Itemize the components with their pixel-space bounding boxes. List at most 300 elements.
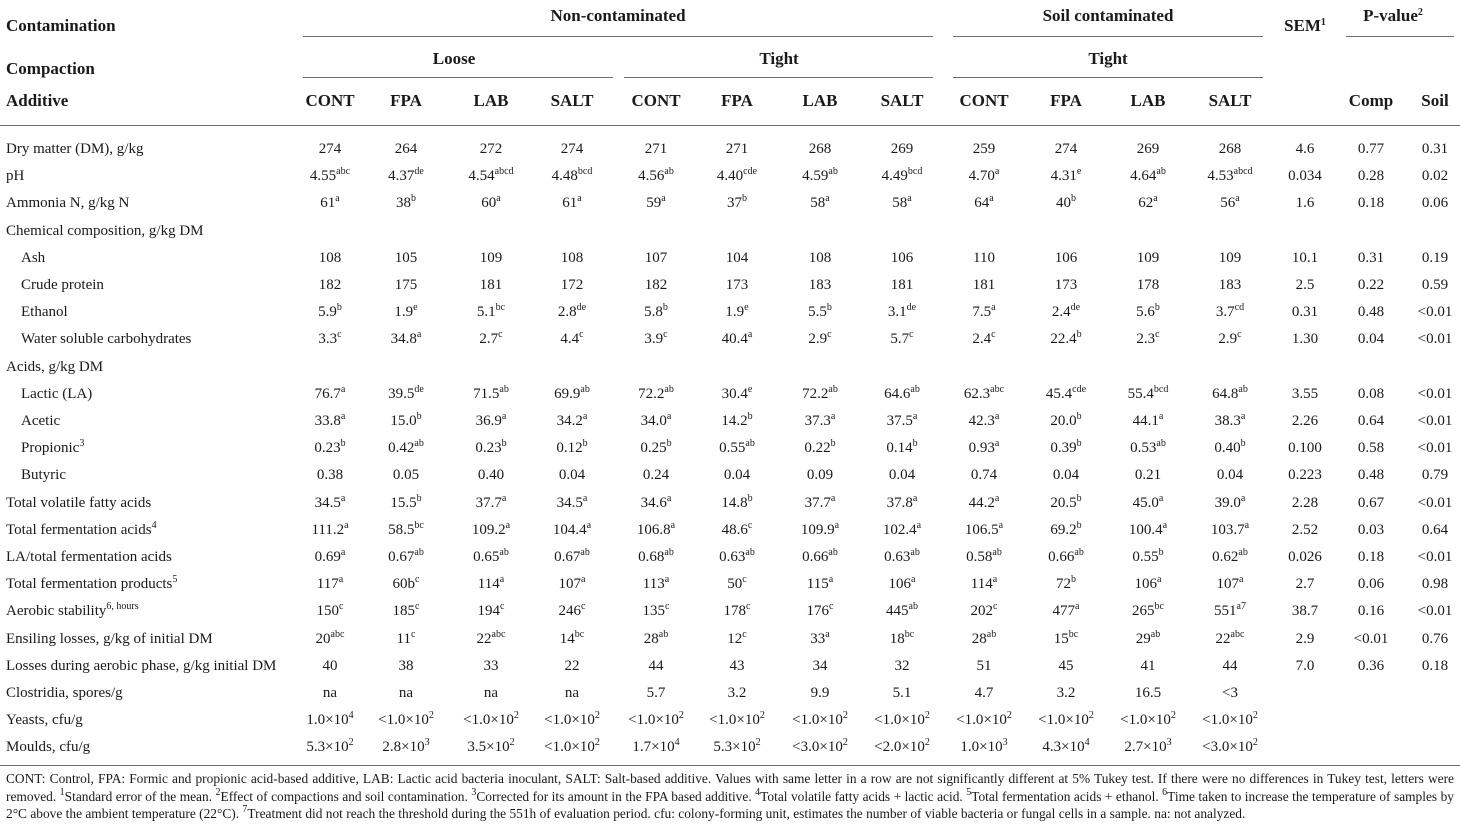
- table-cell: $28^{ab}$: [971, 628, 997, 647]
- table-cell: 0.74: [970, 467, 998, 484]
- table-cell: 1.9e: [394, 302, 418, 321]
- table-cell: 181: [972, 277, 996, 293]
- pvalue-cell: 0.18: [1357, 549, 1385, 565]
- table-cell: 38: [398, 657, 414, 674]
- table-cell: $445^{ab}$: [886, 601, 918, 620]
- pvalue-cell: 0.48: [1357, 304, 1385, 321]
- table-cell: 59$^a$: [646, 193, 666, 212]
- row-label: Aerobic stability$^{6, hours}$: [6, 601, 139, 620]
- table-cell: 0.63$^{ab}$: [884, 547, 920, 565]
- table-cell: 12$^c$: [727, 628, 747, 647]
- sem-cell: 1.6: [1295, 195, 1315, 212]
- table-cell: 0.65$^{ab}$: [473, 547, 509, 565]
- table-cell: 107$^a$: [558, 574, 586, 593]
- table-cell: 2.4$^c$: [972, 329, 996, 348]
- table-cell: 22.4$^b$: [1050, 329, 1082, 348]
- table-cell: $5.3\times 10^2$: [713, 737, 761, 756]
- table-cell: 0.39$^b$: [1050, 438, 1082, 457]
- table-cell: 4.31e: [1050, 166, 1082, 185]
- table-cell: 271: [644, 141, 668, 157]
- table-cell: 269: [890, 141, 914, 157]
- table-cell: $18^{bc}$: [889, 628, 915, 647]
- table-cell: 14.2$^b$: [721, 411, 753, 429]
- table-cell: 72.2$^{ab}$: [638, 383, 674, 402]
- tight-header-1: Tight: [759, 49, 799, 68]
- row-label: Ethanol: [21, 304, 68, 321]
- table-cell: 4.48$^{bcd}$: [551, 166, 593, 185]
- table-cell: 7.5$^a$: [972, 302, 996, 321]
- table-cell: 72$^b$: [1056, 574, 1076, 593]
- table-cell: $4.54^{abcd}$: [468, 166, 514, 185]
- pvalue-cell: 0.18: [1421, 657, 1449, 674]
- table-cell: 0.63$^{ab}$: [719, 547, 755, 565]
- table-cell: 15.0$^b$: [390, 411, 422, 429]
- table-cell: 37.7$^a$: [475, 492, 507, 511]
- pvalue-cell: 0.03: [1357, 521, 1385, 538]
- comp-col-header: Comp: [1348, 91, 1394, 110]
- table-cell: 55.4$^{bcd}$: [1127, 383, 1169, 402]
- sem-cell: 2.9: [1295, 630, 1315, 647]
- table-cell: $28^{ab}$: [643, 628, 669, 647]
- sem-cell: 2.26: [1291, 413, 1319, 429]
- pvalue-cell: 0.76: [1421, 630, 1449, 647]
- header-bottom-rule: [0, 125, 1460, 126]
- table-cell: 181: [479, 277, 503, 293]
- table-cell: 61$^a$: [562, 193, 582, 212]
- table-cell: 0.12$^b$: [556, 438, 588, 457]
- table-cell: $1.7\times 10^4$: [632, 737, 680, 756]
- table-cell: 48.6$^c$: [721, 519, 753, 538]
- table-cell: 44.1$^a$: [1132, 411, 1164, 429]
- table-cell: $<1.0\times 10^2$: [378, 710, 434, 729]
- table-cell: $5.3\times 10^2$: [306, 737, 354, 756]
- pvalue-cell: 0.64: [1421, 521, 1449, 538]
- table-cell: $<1.0\times 10^2$: [544, 737, 600, 756]
- table-cell: 109.9$^a$: [800, 519, 840, 538]
- sem-label: SEM: [1284, 16, 1321, 35]
- sem-cell: 0.026: [1288, 549, 1322, 565]
- row-label: Dry matter (DM), g/kg: [6, 141, 144, 157]
- table-cell: $14^{bc}$: [559, 628, 585, 647]
- table-cell: 5.1$^{bc}$: [476, 302, 506, 321]
- table-cell: 106$^a$: [1134, 574, 1162, 593]
- table-cell: 185$^c$: [392, 601, 420, 620]
- soil-contaminated-header: Soil contaminated: [1042, 6, 1174, 25]
- table-cell: 33.8$^a$: [314, 411, 346, 429]
- table-cell: 178$^c$: [723, 601, 751, 620]
- table-cell: 110: [973, 249, 995, 266]
- table-cell: 182: [644, 277, 668, 293]
- table-cell: 30.4e: [721, 383, 753, 402]
- table-cell: 107: [644, 249, 668, 266]
- table-cell: 45: [1058, 657, 1074, 674]
- table-cell: 0.93$^a$: [968, 438, 1000, 457]
- table-cell: 0.04: [723, 467, 751, 484]
- table-cell: 0.22$^b$: [804, 438, 836, 457]
- table-cell: 76.7$^a$: [314, 383, 346, 402]
- table-cell: 4.56$^{ab}$: [638, 166, 674, 185]
- table-cell: 202$^c$: [970, 601, 998, 620]
- sem-cell: 2.5: [1295, 277, 1315, 293]
- table-cell: 45.4$^{cde}$: [1045, 383, 1087, 402]
- table-cell: 194$^c$: [477, 601, 505, 620]
- table-cell: 182: [318, 277, 342, 293]
- row-label: Total fermentation acids$^4$: [6, 519, 157, 538]
- non-contaminated-header: Non-contaminated: [550, 6, 686, 25]
- table-cell: 14.8$^b$: [721, 492, 753, 511]
- additive-col-header: LAB: [473, 91, 509, 110]
- row-label: Clostridia, spores/g: [6, 685, 123, 701]
- table-cell: $<1.0\times 10^2$: [956, 710, 1012, 729]
- table-cell: 34.5$^a$: [314, 492, 346, 511]
- table-cell: na: [564, 685, 580, 701]
- table-cell: 58$^a$: [892, 193, 912, 212]
- table-cell: 0.04: [1216, 467, 1244, 484]
- table-cell: 38.3$^a$: [1214, 411, 1246, 429]
- row-label: Propionic$^3$: [21, 438, 85, 457]
- table-cell: 5.6$^b$: [1136, 302, 1160, 321]
- table-cell: 115$^a$: [806, 574, 834, 593]
- table-cell: 0.55$^b$: [1132, 547, 1164, 565]
- table-cell: 4.59$^{ab}$: [802, 166, 838, 185]
- table-cell: 3.2: [727, 685, 747, 701]
- pvalue-cell: 0.31: [1357, 249, 1385, 266]
- pvalue-cell: 0.98: [1421, 576, 1449, 593]
- table-cell: 106: [1054, 249, 1078, 266]
- table-cell: $<1.0\times 10^2$: [709, 710, 765, 729]
- table-cell: 42.3$^a$: [968, 411, 1000, 429]
- table-cell: 173: [725, 277, 749, 293]
- table-cell: 5.5$^b$: [808, 302, 832, 321]
- table-cell: 2.4de: [1051, 302, 1081, 321]
- table-cell: 3.1de: [887, 302, 917, 321]
- table-cell: 39.5de: [388, 383, 424, 402]
- sem-cell: 2.28: [1291, 494, 1319, 511]
- pvalue-cell: 0.77: [1357, 141, 1385, 157]
- row-label: Butyric: [21, 467, 66, 484]
- table-cell: 2.3$^c$: [1136, 329, 1160, 348]
- table-cell: 108: [560, 249, 584, 266]
- pvalue-cell: 0.22: [1357, 277, 1385, 293]
- pvalue-cell: 0.28: [1357, 168, 1385, 185]
- pvalue-cell: 0.18: [1357, 195, 1385, 212]
- table-cell: 109: [1136, 249, 1160, 266]
- pvalue-cell: 0.31: [1421, 141, 1449, 157]
- sem-cell: 3.55: [1291, 385, 1319, 402]
- table-cell: 62$^a$: [1138, 193, 1158, 212]
- table-cell: $<1.0\times 10^2$: [1120, 710, 1176, 729]
- table-cell: 0.69$^a$: [314, 547, 346, 565]
- table-cell: 0.25$^b$: [640, 438, 672, 457]
- row-label: pH: [6, 168, 25, 185]
- table-cell: 64$^a$: [974, 193, 994, 212]
- table-cell: 2.7$^c$: [479, 329, 503, 348]
- table-cell: 271: [725, 141, 749, 157]
- additive-col-header: LAB: [802, 91, 838, 110]
- table-cell: $22^{abc}$: [1215, 628, 1245, 647]
- table-cell: 16.5: [1134, 685, 1162, 701]
- pvalue-cell: <0.01: [1417, 304, 1453, 321]
- table-cell: 4.70$^a$: [968, 166, 1000, 185]
- table-cell: 37.5$^a$: [886, 411, 918, 429]
- table-cell: $29^{ab}$: [1135, 628, 1161, 647]
- table-cell: 3.3$^c$: [318, 329, 342, 348]
- table-cell: 15.5$^b$: [390, 492, 422, 511]
- table-cell: 102.4$^a$: [882, 519, 922, 538]
- table-cell: 40.4$^a$: [721, 329, 753, 348]
- table-cell: 34.6$^a$: [640, 492, 672, 511]
- sem-cell: 38.7: [1291, 603, 1319, 620]
- table-cell: $551^{a7}$: [1214, 601, 1246, 620]
- sem-cell: 0.31: [1291, 304, 1319, 321]
- table-cell: 0.24: [642, 467, 670, 484]
- table-cell: 20.0$^b$: [1050, 411, 1082, 429]
- additive-col-header: CONT: [631, 91, 681, 110]
- table-cell: 50$^c$: [727, 574, 747, 593]
- table-cell: 0.55$^{ab}$: [719, 438, 755, 457]
- pvalue-header: [1363, 7, 1423, 25]
- table-cell: 33$^a$: [810, 628, 830, 647]
- table-cell: $2.8\times 10^3$: [382, 737, 430, 756]
- pvalue-cell: <0.01: [1353, 630, 1389, 647]
- table-cell: 72.2$^{ab}$: [802, 383, 838, 402]
- table-cell: 51: [976, 657, 992, 674]
- group-rule-noncontaminated: [303, 36, 933, 37]
- pvalue-cell: 0.64: [1357, 413, 1385, 429]
- table-cell: 62.3$^{abc}$: [963, 383, 1005, 402]
- table-cell: 69.9$^{ab}$: [554, 383, 590, 402]
- table-cell: 34.0$^a$: [640, 411, 672, 429]
- table-cell: $20^{abc}$: [315, 628, 345, 647]
- table-cell: 268: [1218, 141, 1242, 157]
- table-cell: 272: [479, 141, 503, 157]
- table-cell: 4.7: [974, 685, 994, 701]
- table-cell: 41: [1140, 657, 1156, 674]
- sem-cell: 4.6: [1295, 141, 1315, 157]
- table-cell: 60$^a$: [481, 193, 501, 212]
- table-cell: 183: [1218, 277, 1242, 293]
- table-cell: 175: [394, 277, 418, 293]
- row-label: Ammonia N, g/kg N: [6, 195, 130, 212]
- table-cell: 106.8$^a$: [636, 519, 676, 538]
- table-cell: 58$^a$: [810, 193, 830, 212]
- table-cell: 0.58$^{ab}$: [966, 547, 1002, 565]
- table-cell: 0.62$^{ab}$: [1212, 547, 1248, 565]
- pvalue-cell: <0.01: [1417, 549, 1453, 565]
- row-label: Water soluble carbohydrates: [21, 331, 192, 348]
- pvalue-cell: 0.58: [1357, 440, 1385, 457]
- table-cell: 37.8$^a$: [886, 492, 918, 511]
- table-cell: 4.40$^{cde}$: [716, 166, 758, 185]
- table-cell: 5.8$^b$: [644, 302, 668, 321]
- table-cell: 34: [812, 657, 828, 674]
- sem-footnote-mark: 1: [1320, 17, 1326, 28]
- table-cell: 3.2: [1056, 685, 1076, 701]
- tight-header-2: Tight: [1088, 49, 1128, 68]
- pvalue-label: P-value: [1363, 6, 1418, 25]
- table-cell: 2.9$^c$: [808, 329, 832, 348]
- table-cell: 150$^c$: [316, 601, 344, 620]
- table-cell: $<1.0\times 10^2$: [792, 710, 848, 729]
- row-label: Ash: [21, 249, 46, 266]
- sem-cell: 0.223: [1288, 467, 1322, 484]
- table-cell: $<1.0\times 10^2$: [628, 710, 684, 729]
- row-label: Yeasts, cfu/g: [6, 712, 83, 729]
- table-cell: $<3.0\times 10^2$: [792, 737, 848, 756]
- table-cell: 477$^a$: [1052, 601, 1080, 620]
- table-cell: 4.37de: [388, 166, 424, 185]
- table-cell: 69.2$^b$: [1050, 519, 1082, 538]
- additive-col-header: CONT: [959, 91, 1009, 110]
- table-cell: $2.7\times 10^3$: [1124, 737, 1172, 756]
- table-cell: 43: [729, 657, 745, 674]
- table-cell: 38$^b$: [396, 193, 416, 212]
- table-cell: 268: [808, 141, 832, 157]
- row-label: Total volatile fatty acids: [6, 494, 152, 511]
- table-cell: 2.8de: [557, 302, 587, 321]
- pvalue-cell: 0.48: [1357, 467, 1385, 484]
- row-label: Total fermentation products$^5$: [6, 574, 178, 593]
- row-label: Ensiling losses, g/kg of initial DM: [6, 630, 213, 647]
- pvalue-cell: 0.36: [1357, 657, 1385, 674]
- table-cell: 109: [479, 249, 503, 266]
- table-cell: 5.9$^b$: [318, 302, 342, 321]
- table-cell: 11$^c$: [396, 628, 416, 647]
- table-cell: 105: [394, 249, 418, 266]
- pvalue-cell: <0.01: [1417, 385, 1453, 402]
- table-cell: 34.2$^a$: [556, 411, 588, 429]
- group-rule-tight-2: [953, 77, 1263, 78]
- table-cell: 3.7$^{cd}$: [1215, 302, 1245, 321]
- table-cell: $265^{bc}$: [1132, 601, 1164, 620]
- table-cell: 108: [318, 249, 342, 266]
- table-cell: 9.9: [810, 685, 830, 701]
- additive-col-header: FPA: [721, 91, 753, 110]
- table-cell: 109.2$^a$: [471, 519, 511, 538]
- table-cell: 178: [1136, 277, 1160, 293]
- table-bottom-rule: [0, 765, 1460, 766]
- table-cell: 37$^b$: [727, 193, 747, 212]
- pvalue-cell: 0.59: [1421, 277, 1449, 293]
- sem-cell: 2.52: [1291, 521, 1319, 538]
- table-cell: 4.55$^{abc}$: [309, 166, 351, 185]
- table-cell: 135$^c$: [642, 601, 670, 620]
- additive-col-header: SALT: [1208, 91, 1252, 110]
- table-cell: 176$^c$: [806, 601, 834, 620]
- table-cell: 64.6$^{ab}$: [884, 383, 920, 402]
- table-cell: 259: [972, 141, 996, 157]
- table-cell: 246$^c$: [558, 601, 586, 620]
- table-cell: 71.5$^{ab}$: [473, 383, 509, 402]
- table-cell: $<1.0\times 10^2$: [1038, 710, 1094, 729]
- table-cell: $4.53^{abcd}$: [1207, 166, 1253, 185]
- table-cell: 45.0$^a$: [1132, 492, 1164, 511]
- pvalue-cell: <0.01: [1417, 603, 1453, 620]
- additive-header: Additive: [6, 91, 69, 110]
- table-cell: 0.04: [558, 467, 586, 484]
- table-cell: $4.3\times 10^4$: [1042, 737, 1090, 756]
- table-cell: 4.49$^{bcd}$: [881, 166, 923, 185]
- pvalue-footnote-mark: 2: [1417, 7, 1423, 18]
- contamination-header: Contamination: [6, 16, 116, 35]
- additive-col-header: CONT: [305, 91, 355, 110]
- table-cell: 107$^a$: [1216, 574, 1244, 593]
- table-cell: 44: [1222, 657, 1238, 674]
- table-cell: 113$^a$: [642, 574, 670, 593]
- pvalue-cell: 0.08: [1357, 385, 1385, 402]
- table-cell: 5.7$^c$: [890, 329, 914, 348]
- table-cell: 181: [890, 277, 914, 293]
- group-rule-pvalue: [1346, 36, 1454, 37]
- table-cell: 37.7$^a$: [804, 492, 836, 511]
- table-cell: 274: [1054, 141, 1078, 157]
- table-cell: 104: [725, 249, 749, 266]
- table-cell: na: [398, 685, 414, 701]
- table-cell: $<2.0\times 10^2$: [874, 737, 930, 756]
- table-cell: 40$^b$: [1056, 193, 1076, 212]
- pvalue-cell: 0.02: [1421, 168, 1449, 185]
- soil-col-header: Soil: [1421, 91, 1449, 110]
- pvalue-cell: <0.01: [1417, 331, 1453, 348]
- table-cell: 0.66$^{ab}$: [802, 547, 838, 565]
- table-cell: 0.40$^b$: [1214, 438, 1246, 457]
- table-cell: $<1.0\times 10^2$: [544, 710, 600, 729]
- table-cell: 20.5$^b$: [1050, 492, 1082, 511]
- pvalue-cell: <0.01: [1417, 440, 1453, 457]
- pvalue-cell: 0.06: [1421, 195, 1449, 212]
- additive-col-header: SALT: [550, 91, 594, 110]
- additive-col-header: FPA: [390, 91, 422, 110]
- table-cell: $22^{abc}$: [476, 628, 506, 647]
- table-cell: 37.3$^a$: [804, 411, 836, 429]
- table-cell: 114$^a$: [477, 574, 505, 593]
- sem-cell: 0.100: [1288, 440, 1322, 457]
- additive-col-header: LAB: [1130, 91, 1166, 110]
- table-cell: 36.9$^a$: [475, 411, 507, 429]
- table-cell: 0.67$^{ab}$: [554, 547, 590, 565]
- row-label: Chemical composition, g/kg DM: [6, 222, 204, 239]
- table-cell: 61$^a$: [320, 193, 340, 212]
- table-cell: 3.9$^c$: [644, 329, 668, 348]
- table-cell: 34.5$^a$: [556, 492, 588, 511]
- row-label: Crude protein: [21, 277, 104, 293]
- table-cell: 0.23$^b$: [314, 438, 346, 457]
- table-cell: 109: [1218, 249, 1242, 266]
- additive-col-header: FPA: [1050, 91, 1082, 110]
- pvalue-cell: <0.01: [1417, 494, 1453, 511]
- table-cell: 32: [894, 657, 910, 674]
- table-cell: 0.09: [806, 467, 834, 484]
- table-cell: 172: [560, 277, 584, 293]
- table-cell: 5.7: [646, 685, 666, 701]
- table-cell: 5.1: [892, 685, 912, 701]
- loose-header: Loose: [432, 49, 476, 68]
- table-cell: 0.14$^b$: [886, 438, 918, 457]
- table-cell: 117$^a$: [316, 574, 344, 593]
- table-cell: $<1.0\times 10^2$: [463, 710, 519, 729]
- pvalue-cell: 0.16: [1357, 603, 1385, 620]
- table-cell: 58.5$^{bc}$: [388, 519, 424, 538]
- pvalue-cell: 0.19: [1421, 249, 1449, 266]
- table-cell: 0.40: [477, 467, 505, 484]
- table-cell: 0.04: [1052, 467, 1080, 484]
- group-rule-soil: [953, 36, 1263, 37]
- sem-cell: 0.034: [1288, 168, 1322, 185]
- table-cell: 103.7$^a$: [1210, 519, 1250, 538]
- table-cell: 0.68$^{ab}$: [638, 547, 674, 565]
- table-cell: $<3.0\times 10^2$: [1202, 737, 1258, 756]
- group-rule-tight-1: [624, 77, 933, 78]
